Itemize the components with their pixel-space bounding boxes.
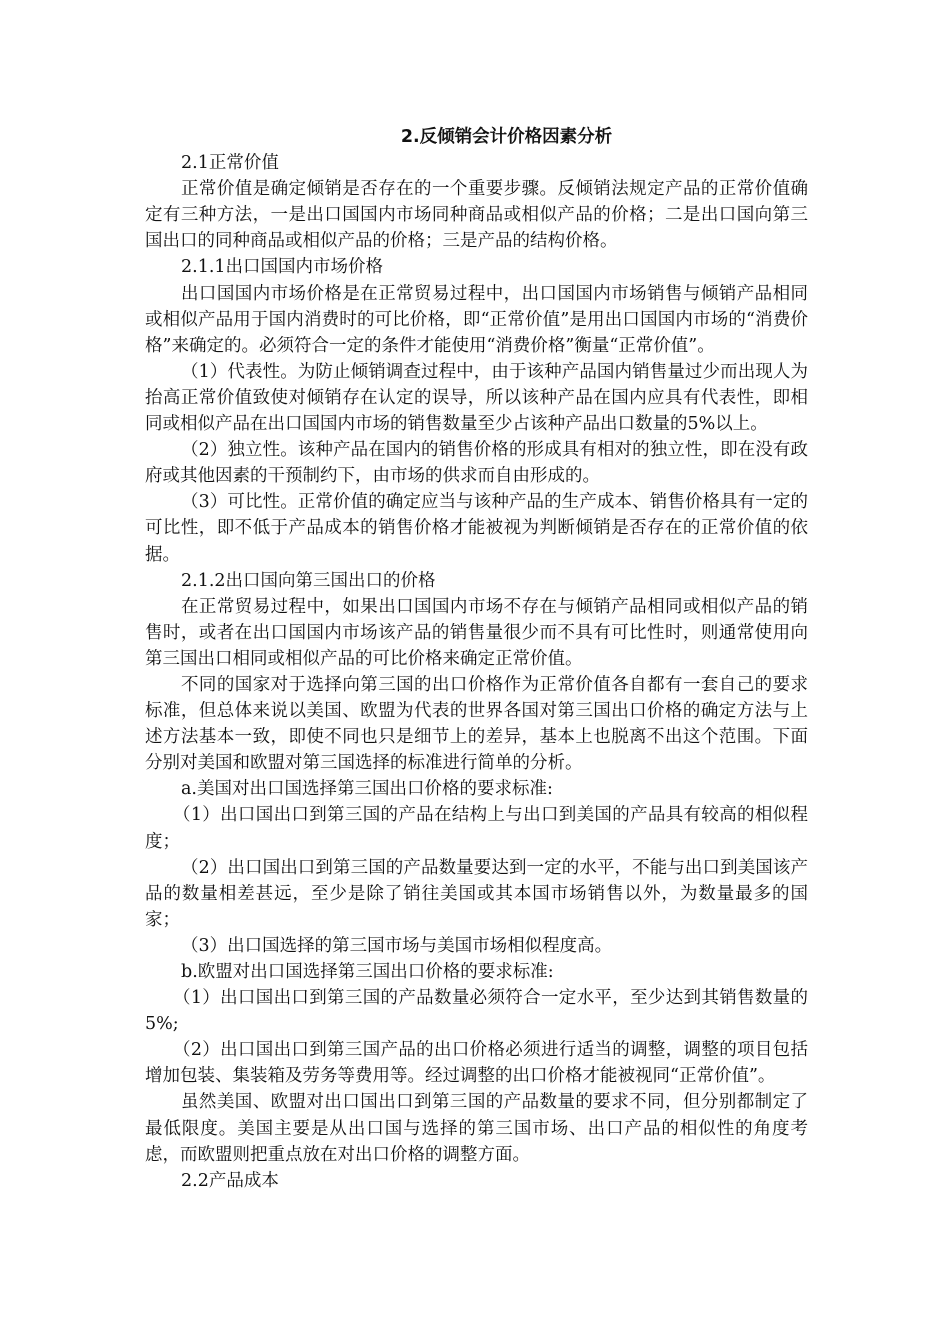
list-item-comparability: （3）可比性。正常价值的确定应当与该种产品的生产成本、销售价格具有一定的可比性，即不低于产品成本的销售价格才能被视为判断倾销是否存在的正常价值的依据。 — [145, 492, 808, 565]
section-heading-2-2: 2.2产品成本 — [181, 1170, 279, 1191]
eu-standard-item-1: （1）出口国出口到第三国的产品数量必须符合一定水平，至少达到其销售数量的5%; — [145, 988, 808, 1035]
paragraph-third-country-price: 在正常贸易过程中，如果出口国国内市场不存在与倾销产品相同或相似产品的销售时，或者在出口国国内市场该产品的销售量很少而不具有可比性时，则通常使用向第三国出口相同或相似产品的可比价格来确定正常价值。 — [145, 596, 808, 669]
us-standards-heading: a.美国对出口国选择第三国出口价格的要求标准: — [181, 779, 553, 800]
paragraph-summary: 虽然美国、欧盟对出口国出口到第三国的产品数量的要求不同，但分别都制定了最低限度。美国主要是从出口国与选择的第三国市场、出口产品的相似性的角度考虑，而欧盟则把重点放在对出口价格的调整方面。 — [145, 1092, 808, 1165]
eu-standard-item-2: （2）出口国出口到第三国产品的出口价格必须进行适当的调整，调整的项目包括增加包装、集装箱及劳务等费用等。经过调整的出口价格才能被视同“正常价值”。 — [145, 1040, 808, 1087]
us-standard-item-2: （2）出口国出口到第三国的产品数量要达到一定的水平，不能与出口到美国该产品的数量相差甚远，至少是除了销往美国或其本国市场销售以外，为数量最多的国家； — [145, 857, 808, 930]
us-standard-item-1: （1）出口国出口到第三国的产品在结构上与出口到美国的产品具有较高的相似程度； — [145, 805, 808, 852]
list-item-representativeness: （1）代表性。为防止倾销调查过程中，由于该种产品国内销售量过少而出现人为抬高正常价值致使对倾销存在认定的误导，所以该种产品在国内应具有代表性，即相同或相似产品在出口国国内市场的销售数量至少占该种产品出口数量的5%以上。 — [145, 361, 808, 435]
paragraph-domestic-price: 出口国国内市场价格是在正常贸易过程中，出口国国内市场销售与倾销产品相同或相似产品用于国内消费时的可比价格，即“正常价值”是用出口国国内市场的“消费价格”来确定的。必须符合一定的条件才能使用“消费价格”衡量“正常价值”。 — [145, 283, 808, 356]
document-title: 2.反倾销会计价格因素分析 — [400, 127, 613, 147]
eu-standards-heading: b.欧盟对出口国选择第三国出口价格的要求标准: — [181, 962, 554, 982]
section-heading-2-1-1: 2.1.1出口国国内市场价格 — [181, 257, 384, 278]
section-heading-2-1-2: 2.1.2出口国向第三国出口的价格 — [181, 570, 436, 591]
section-heading-2-1: 2.1正常价值 — [181, 153, 279, 174]
paragraph-country-standards: 不同的国家对于选择向第三国的出口价格作为正常价值各自都有一套自己的要求标准，但总体来说以美国、欧盟为代表的世界各国对第三国出口价格的确定方法与上述方法基本一致，即使不同也只是细节上的差异，基本上也脱离不出这个范围。下面分别对美国和欧盟对第三国选择的标准进行简单的分析。 — [145, 674, 808, 774]
document-page — [145, 124, 808, 1194]
list-item-independence: （2）独立性。该种产品在国内的销售价格的形成具有相对的独立性，即在没有政府或其他因素的干预制约下，由市场的供求而自由形成的。 — [145, 440, 808, 487]
us-standard-item-3: （3）出口国选择的第三国市场与美国市场相似程度高。 — [181, 935, 613, 956]
paragraph-normal-value: 正常价值是确定倾销是否存在的一个重要步骤。反倾销法规定产品的正常价值确定有三种方法，一是出口国国内市场同种商品或相似产品的价格；二是出口国向第三国出口的同种商品或相似产品的价格；三是产品的结构价格。 — [145, 179, 808, 252]
